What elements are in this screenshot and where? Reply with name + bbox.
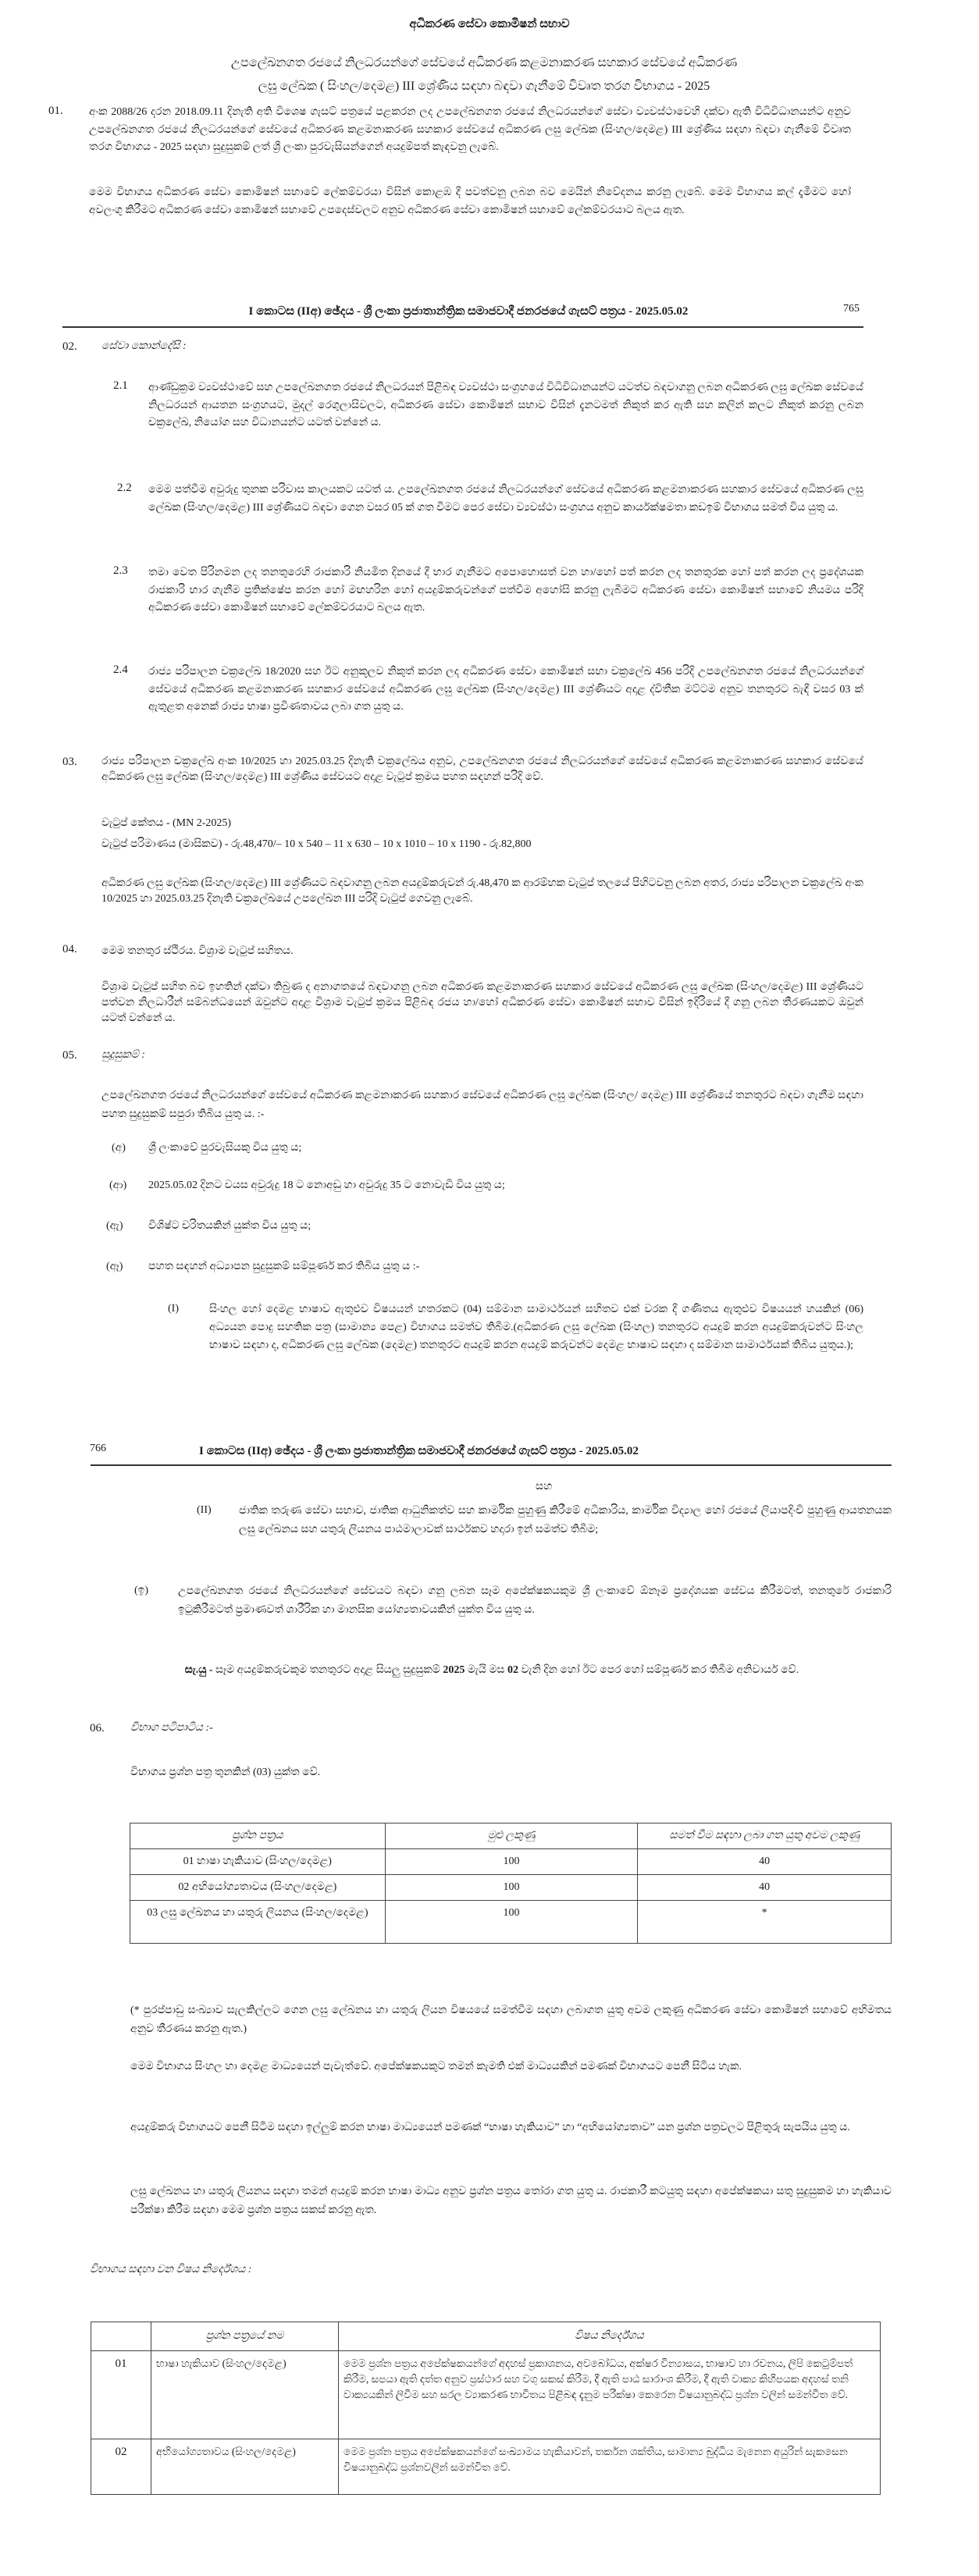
total-marks: 100	[385, 1849, 638, 1875]
paper-number: 01	[91, 2351, 151, 2439]
paper-number: 02	[91, 2439, 151, 2495]
paper-name: අභියෝග්‍යතාවය (සිංහල/දෙමළ)	[151, 2439, 339, 2495]
section-06-number: 06.	[90, 1722, 105, 1735]
section-04-para: විශ්‍රාම වැටුප් සහිත බව ඉහතින් දක්වා තිබුණ ද අනාගතයේ බඳවාගනු ලබන අධිකරණ කළමනාකරණ සහකාර සේවයේ අධිකරණ ලඝු ලේඛක (සිංහල/දෙමළ) III ශ්‍රේණියට පත්වන නිලධාරීන් සම්බන්ධයෙන් ඔවුන්ට අදාළ විශ්‍රාම වැටුප් ක්‍රමය පිළිබඳ රජය හා/හෝ අධිකරණ සේවා කොමිෂන් සභාව විසින් ඉදිරියේ දී ගනු ලබන තීරණයකට ඔවුන් යටත් වන්නේ ය.	[101, 981, 863, 1024]
section-04-heading: මෙම තනතුර ස්ථිරය. විශ්‍රාම වැටුප් සහිතය.	[101, 945, 294, 957]
section-06-para1: මෙම විභාගය සිංහල හා දෙමළ මාධ්‍යයෙන් පැවැත්වේ. අපේක්ෂකයකුට තමන් කැමති එක් මාධ්‍යයකින් පමණක් විභාගයට පෙනී සිටිය හැක.	[130, 2061, 742, 2073]
syllabus-description: මෙම ප්‍රශ්න පත්‍රය අපේක්ෂකයන්ගේ සංඛ්‍යාමය හැකියාවන්, තර්කන ශක්තිය, සාමාන්‍ය බුද්ධිය මැනෙන අයුරින් සැකසෙන විෂයානුබද්ධ ප්‍රශ්නවලින් සමන්විත වේ.	[339, 2439, 881, 2495]
section-06-para2: අයදුම්කරු විභාගයට පෙනී සිටීම සඳහා ඉල්ලුම් කරන භාෂා මාධ්‍යයෙන් පමණක් “භාෂා හැකියාව” හා “අභියෝග්‍යතාව” යන ප්‍රශ්න පත්‍රවලට පිළිතුරු සැපයිය යුතු ය.	[130, 2122, 850, 2133]
qual-a-label: (අ)	[112, 1142, 126, 1154]
page-header-rule-2	[91, 1464, 892, 1466]
item-2-4-number: 2.4	[113, 664, 128, 676]
section-01-para1: අංක 2088/26 දරන 2018.09.11 දිනැති අති විශෙෂ ගැසට් පත්‍රයේ පළකරන ලද උපලේඛනගත රජයේ නිලධරයන්ගේ සේවා ව්‍යවස්ථාවෙහි දක්වා ඇති විධිවිධානයන්ට අනුව උපලේඛනගත රජයේ නිලධරයන්ගේ සේවයේ අධිකරණ කළමනාකරණ සහකාර සේවයේ අධිකරණ ලඝු ලේඛක (සිංහල/දෙමළ) III ශ්‍රේණිය සඳහා බඳවා ගැනීමේ විවෘත තරග විභාගය - 2025 සඳහා සුදුසුකම් ලත් ශ්‍රී ලංකා පුරවැසියන්ගෙන් අයදුම්පත් කැඳවනු ලැබේ.	[89, 106, 851, 153]
min-marks: 40	[638, 1875, 892, 1901]
section-05-number: 05.	[62, 1049, 77, 1062]
qual-d-label: (ඈ)	[106, 1261, 123, 1272]
col-header-number	[91, 2322, 151, 2351]
syllabus-row	[91, 2439, 881, 2495]
section-06-intro: විභාගය ප්‍රශ්න පත්‍ර තුනකින් (03) යුක්ත වේ.	[130, 1767, 321, 1778]
section-02-heading: සේවා කොන්දේසි :	[101, 340, 187, 352]
and-label: සහ	[536, 1481, 553, 1493]
table-header-row	[130, 1823, 892, 1849]
item-2-1-text: ආණ්ඩුක්‍රම ව්‍යවස්ථාවේ සහ උපලේඛනගත රජයේ නිලධරයන් පිළිබඳ ව්‍යවස්ථා සංග්‍රහයේ විධිවිධානයන්ට යටත්ව බඳවාගනු ලබන අධිකරණ ලඝු ලේඛක සේවයේ නිලධරයන් ආයතන සංග්‍රහයට, මුදල් රෙගුලාසිවලට, අධිකරණ සේවා කොමිෂන් සභාව විසින් දැනටමත් නිකුත් කර ඇති සහ කලින් කලට නිකුත් කරනු ලබන චක්‍රලේඛ, නියෝග සහ විධානයන්ට යටත් වන්නේ ය.	[148, 382, 863, 429]
marks-footnote: (* පුරප්පාඩු සංඛ්‍යාව සැලකිල්ලට ගෙන ලඝු ලේඛනය හා යතුරු ලියන විෂයයේ සමත්වීම සඳහා ලබාගත යුතු අවම ලකුණු අධිකරණ සේවා කොමිෂන් සභාවේ අභිමතය අනුව තීරණය කරනු ඇත.)	[130, 2005, 892, 2035]
section-03-number: 03.	[62, 756, 77, 768]
paper-name: 03 ලඝු ලේඛනය හා යතුරු ලියනය (සිංහල/දෙමළ)	[130, 1901, 386, 1944]
total-marks: 100	[385, 1901, 638, 1944]
section-06-para3: ලඝු ලේඛනය හා යතුරු ලියනය සඳහා තමන් අයදුම් කරන භාෂා මාධ්‍ය අනුව ප්‍රශ්න පත්‍රය තෝරා ගත යුතු ය. රාජකාරී කටයුතු සඳහා අපේක්ෂකයා සතු සුදුසුකම හා හැකියාව පරීක්ෂා කිරීම සඳහා මෙම ප්‍රශ්න පත්‍රය සකස් කරනු ඇත.	[130, 2186, 892, 2216]
section-01-number: 01.	[48, 105, 63, 117]
paper-name: 01 භාෂා හැකියාව (සිංහල/දෙමළ)	[130, 1849, 386, 1875]
qual-b-label: (ආ)	[109, 1179, 127, 1191]
section-04-number: 04.	[62, 943, 77, 955]
section-06-heading: විභාග පටිපාටිය :-	[130, 1722, 213, 1734]
page-header-rule	[62, 326, 863, 328]
min-marks: 40	[638, 1849, 892, 1875]
table-row	[130, 1875, 892, 1901]
col-header-min-marks: සමත් වීම සඳහා ලබා ගත යුතු අවම ලකුණු	[638, 1823, 892, 1849]
note-year: 2025	[443, 1664, 465, 1676]
page-header-766: I කොටස (IIඅ) ඡේදය - ශ්‍රී ලංකා ප්‍රජාතාන්ත්‍රික සමාජවාදී ජනරජයේ ගැසට් පත්‍රය - 2025.05.02	[199, 1445, 639, 1457]
item-2-4-text: රාජ්‍ය පරිපාලන චක්‍රලේඛ 18/2020 සහ ඊට අනුකූලව නිකුත් කරන ලද අධිකරණ සේවා කොමිෂන් සභා චක්‍රලේඛ 456 පරිදි උපලේඛනගත රජයේ නිලධරයන්ගේ සේවයේ අධිකරණ කළමනාකරණ සහකාර සේවයේ අධිකරණ ලඝු ලේඛක (සිංහල/දෙමළ) III ශ්‍රේණියට අදාළ ද්විතීක මට්ටම අනුව තනතුරට බැඳී වසර 03 ක් ඇතුළත අනෙක් රාජ්‍ය භාෂා ප්‍රවීණතාවය ලබා ගත යුතු ය.	[148, 666, 863, 713]
col-header-paper-name: ප්‍රශ්න පත්‍රයේ නම	[151, 2322, 339, 2351]
table-row	[130, 1901, 892, 1944]
item-2-2-number: 2.2	[117, 482, 132, 494]
page-number-766: 766	[90, 1443, 106, 1454]
total-marks: 100	[385, 1875, 638, 1901]
salary-code: වැටුප් කේතය - (MN 2-2025)	[101, 817, 232, 829]
col-header-syllabus: විෂය නිර්දේශය	[339, 2322, 881, 2351]
item-2-2-text: මෙම පත්වීම අවුරුදු තුනක පරිවාස කාලයකට යටත් ය. උපලේඛනගත රජයේ නිලධරයන්ගේ සේවයේ අධිකරණ කළමනාකරණ සහකාර සේවයේ අධිකරණ ලඝු ලේඛක (සිංහල/දෙමළ) III ශ්‍රේණියට බඳවා ගෙන වසර 05 ක් ගත වීමට පෙර සේවා ව්‍යවස්ථා සංග්‍රහය අනුව කාර්යක්ෂමතා කඩඉම් විභාගය සමත් විය යුතු ය.	[148, 484, 863, 514]
paper-name: 02 අභියෝග්‍යතාවය (සිංහල/දෙමළ)	[130, 1875, 386, 1901]
commission-title: අධිකරණ සේවා කොමිෂන් සභාව	[409, 18, 570, 30]
section-05-intro: උපලේඛනගත රජයේ නිලධරයන්ගේ සේවයේ අධිකරණ කළමනාකරණ සහකාර සේවයේ අධිකරණ ලඝු ලේඛක (සිංහල/ දෙමළ) III ශ්‍රේණියේ තනතුරට බඳවා ගැනීම සඳහා පහත සුදුසුකම් සපුරා තිබිය යුතු ය. :-	[101, 1090, 863, 1120]
item-2-3-text: තමා වෙත පිරිනමන ලද තනතුරෙහි රාජකාරි නියමිත දිනයේ දී භාර ගැනීමට අපොහොසත් වන හා/හෝ පත් කරන ලද තනතුරක හෝ පත් කරන ලද ප්‍රදේශයක රාජකාරි භාර ගැනීම ප්‍රතික්ෂේප කරන හෝ මඟහරින හෝ අයදුම්කරුවන්ගේ පත්වීම අහෝසි කරනු ලැබීමට අධිකරණ සේවා කොමිෂන් සභාවේ නියමය පරිදි අධිකරණ සේවා කොමිෂන් සභාවේ ලේකම්වරයාට බලය ඇත.	[148, 567, 863, 614]
qual-sub-2-text: ජාතික තරුණ සේවා සභාව, ජාතික ආධුනිකත්ව සහ කාර්මික පුහුණු කිරීමේ අධිකාරිය, කාර්මික විද්‍යාල හෝ රජයේ ලියාපදිංචි පුහුණු ආයතනයක ලඝු ලේඛනය සහ යතුරු ලියනය පාඨමාලාවක් සාර්ථකව හදාරා ඉන් සමත්ව තිබීම;	[239, 1505, 892, 1535]
section-01-para2: මෙම විභාගය අධිකරණ සේවා කොමිෂන් සභාවේ ලේකම්වරයා විසින් කොළඹ දී පවත්වනු ලබන බව මෙයින් නිවේදනය කරනු ලැබේ. මෙම විභාගය කල් දැමීමට හෝ අවලංගු කිරීමට අධිකරණ සේවා කොමිෂන් සභාවේ උපදෙස්වලට අනුව අධිකරණ සේවා කොමිෂන් සභාවේ ලේකම්වරයාට බලය ඇත.	[89, 187, 851, 216]
syllabus-heading: විභාගය සඳහා වන විෂය නිර්දේශය :	[90, 2264, 252, 2275]
qual-b-text: 2025.05.02 දිනට වයස අවුරුදු 18 ට නොඅඩු හා අවුරුදු 35 ට නොවැඩි විය යුතු ය;	[148, 1179, 505, 1191]
qual-sub-1-text: සිංහල හෝ දෙමළ භාෂාව ඇතුළුව විෂයයන් හතරකට (04) සම්මාන සාමාර්ථයන් සහිතව එක් වරක දී ගණිතය ඇතුළුව විෂයයන් හයකින් (06) අධ්‍යයන පොදු සහතික පත්‍ර (සාමාන්‍ය පෙළ) විභාගය සමත්ව තිබීම.(අධිකරණ ලඝු ලේඛක (සිංහල) තනතුරට අයදුම් කරන අයදුම්කරුවන්ට සිංහල භාෂාව සඳහා ද, අධිකරණ ලඝු ලේඛක (දෙමළ) තනතුරට අයදුම් කරන අයදුම් කරුවන්ට දෙමළ භාෂාව සඳහා ද සම්මාන සාමාර්ථයක් තිබිය යුතුය.);	[209, 1304, 863, 1351]
qualification-note	[98, 1661, 886, 1680]
qual-sub-1-label: (I)	[168, 1303, 179, 1315]
qual-c-label: (ඇ)	[106, 1220, 123, 1232]
page-number-765: 765	[843, 303, 860, 315]
note-day: 02	[507, 1664, 518, 1676]
col-header-paper: ප්‍රශ්න පත්‍රය	[130, 1823, 386, 1849]
note-prefix: සැ.යු -	[184, 1664, 213, 1676]
syllabus-header-row	[91, 2322, 881, 2351]
section-03-para1: රාජ්‍ය පරිපාලන චක්‍රලේඛ අංක 10/2025 හා 2025.03.25 දිනැති චක්‍රලේඛය අනුව, උපලේඛනගත රජයේ නිලධරයන්ගේ සේවයේ අධිකරණ කළමනාකරණ සහකාර සේවයේ අධිකරණ ලඝු ලේඛක (සිංහල/දෙමළ) III ශ්‍රේණිය සේවයට අදාළ වැටුප් ක්‍රමය පහත සඳහන් පරිදි වේ.	[101, 756, 863, 783]
item-2-3-number: 2.3	[113, 564, 128, 577]
exam-title	[94, 52, 874, 98]
note-part2: මැයි මස	[467, 1664, 505, 1676]
qual-e-text: උපලේඛනගත රජයේ නිලධරයන්ගේ සේවයට බඳවා ගනු ලබන සෑම අපේක්ෂකයකුම ශ්‍රී ලංකාවේ ඕනෑම ප්‍රදේශයක සේවය කිරීමටත්, තනතුරේ රාජකාරි ඉටුකිරීමටත් ප්‍රමාණවත් ශාරීරික හා මානසික යෝග්‍යතාවයකින් යුක්ත විය යුතු ය.	[178, 1585, 892, 1616]
salary-scale: වැටුප් පරිමාණය (මාසිකව) - රු.48,470/– 10 x 540 – 11 x 630 – 10 x 1010 – 10 x 1190 - රු.82,800	[101, 838, 532, 850]
syllabus-description: මෙම ප්‍රශ්න පත්‍රය අපේක්ෂකයන්ගේ අදහස් ප්‍රකාශනය, අවබෝධය, අක්ෂර වින්‍යාසය, භාෂාව හා රචනය, ලිපි කෙටුම්පත් කිරීම, සපයා ඇති දත්ත අනුව ප්‍රස්ථාර සහ වගු සකස් කිරීම, දී ඇති පාඨ සාරාංශ කිරීම, දී ඇති වාක්‍ය කිහිපයක අදහස් තනි වාක්‍යයකින් ලිවීම සහ සරල ව්‍යාකරණ භාවිතය පිළිබඳ දැනුම පරීක්ෂා කෙරෙන විෂයානුබද්ධ ප්‍රශ්න වලින් සමන්විත වේ.	[339, 2351, 881, 2439]
section-02-number: 02.	[62, 340, 77, 353]
exam-title-line1: උපලේඛනගත රජයේ නිලධරයන්ගේ සේවයේ අධිකරණ කළමනාකරණ සහකාර සේවයේ අධිකරණ	[230, 56, 738, 69]
col-header-total-marks: මුළු ලකුණු	[385, 1823, 638, 1849]
note-part3: වැනි දින හෝ ඊට පෙර හෝ සම්පූර්ණ කර තිබීම අනිවාර්ය වේ.	[521, 1664, 799, 1676]
qual-c-text: විශිෂ්ට චරිතයකින් යුක්ත විය යුතු ය;	[148, 1220, 312, 1232]
qual-a-text: ශ්‍රී ලංකාවේ පුරවැසියකු විය යුතු ය;	[148, 1142, 302, 1154]
syllabus-table	[91, 2322, 881, 2495]
paper-name: භාෂා හැකියාව (සිංහල/දෙමළ)	[151, 2351, 339, 2439]
exam-papers-table	[130, 1823, 892, 1944]
syllabus-row	[91, 2351, 881, 2439]
qual-e-label: (ඉ)	[134, 1585, 149, 1596]
table-row	[130, 1849, 892, 1875]
note-part1: සෑම අයදුම්කරුවකුම තනතුරට අදාළ සියලු සුදුසුකම්	[215, 1664, 440, 1676]
page-header-765: I කොටස (IIඅ) ඡේදය - ශ්‍රී ලංකා ප්‍රජාතාන්ත්‍රික සමාජවාදී ජනරජයේ ගැසට් පත්‍රය - 2025.05.02	[248, 305, 689, 318]
qual-sub-2-label: (II)	[197, 1504, 212, 1516]
section-05-heading: සුදුසුකම් :	[101, 1049, 145, 1061]
qual-d-text: පහත සඳහන් අධ්‍යාපන සුදුසුකම් සම්පූර්ණ කර තිබිය යුතු ය :-	[148, 1261, 420, 1272]
min-marks: *	[638, 1901, 892, 1944]
exam-title-line2: ලඝු ලේඛක ( සිංහල/දෙමළ) III ශ්‍රේණිය සඳහා බඳවා ගැනීමේ විවෘත තරග විභාගය - 2025	[258, 80, 710, 93]
section-03-para2: අධිකරණ ලඝු ලේඛක (සිංහල/දෙමළ) III ශ්‍රේණියට බඳවාගනු ලබන අයදුම්කරුවන් රු.48,470 ක ආරම්භක වැටුප් තලයේ පිහිටවනු ලබන අතර, රාජ්‍ය පරිපාලන චක්‍රලේඛ අංක 10/2025 හා 2025.03.25 දිනැති චක්‍රලේඛයේ උපලේඛන III පරිදි වැටුප් ගෙවනු ලැබේ.	[101, 877, 863, 905]
item-2-1-number: 2.1	[113, 379, 128, 392]
